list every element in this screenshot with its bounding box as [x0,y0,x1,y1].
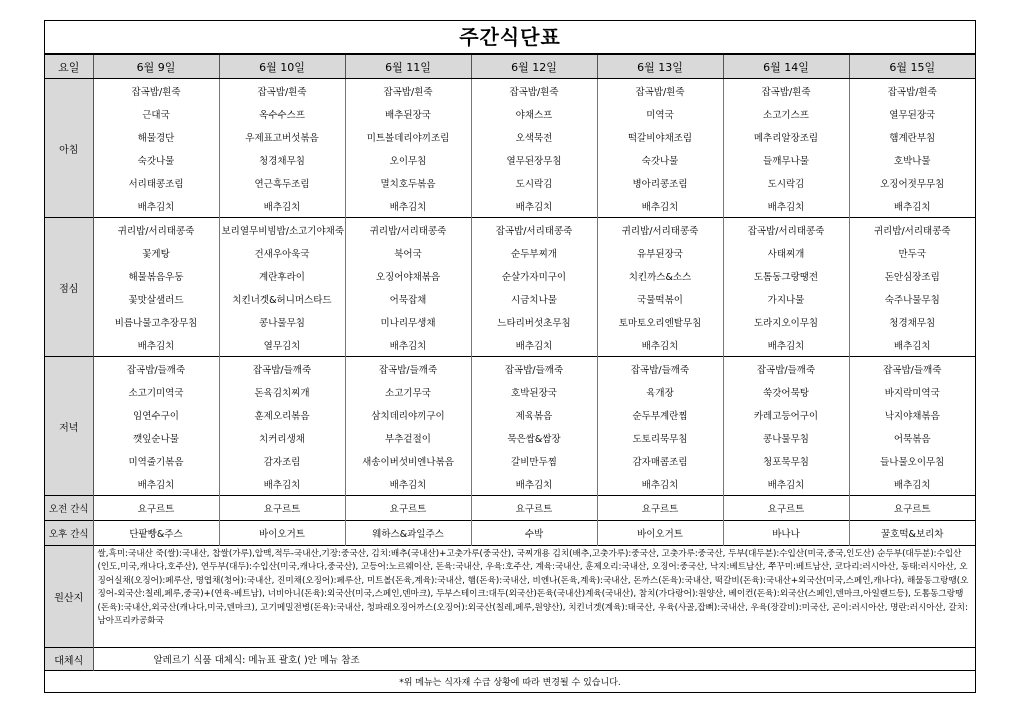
menu-item-cell: 갈비만두찜 [471,449,597,472]
menu-item-cell: 느타리버섯초무침 [471,310,597,333]
menu-item-cell: 보리열무비빔밥/소고기야채죽 [219,218,345,242]
menu-item-cell: 소고기미역국 [128,387,184,399]
date-cell: 6월 9일 [93,55,219,79]
snack-item-cell: 바이오거트 [219,521,345,546]
menu-item-cell: 콩나물무침 [219,310,345,333]
menu-item-cell: 유부된장국 [597,241,723,264]
menu-item-cell: 배추김치 [471,333,597,357]
menu-item-cell: 배추김치 [345,194,471,218]
menu-item-cell: 오이무침 [345,148,471,171]
date-cell: 6월 14일 [723,55,849,79]
dinner-menu-row [45,380,975,403]
menu-item-cell: 감자매콤조림 [597,449,723,472]
menu-item-cell: 치커리생채 [219,426,345,449]
menu-item-cell: 치킨너겟&허니머스타드 [219,287,345,310]
menu-item-cell: 순살가자미구이 [471,264,597,287]
menu-item-cell: 배추김치 [597,472,723,496]
menu-item-cell: 사태찌개 [723,241,849,264]
menu-item-cell: 미트볼데리야끼조림 [345,125,471,148]
menu-item-cell: 배추김치 [219,472,345,496]
lunch-menu-row [45,333,975,357]
menu-item-cell: 꽃맛살샐러드 [128,294,184,306]
menu-item-cell: 쑥갓어묵탕 [723,380,849,403]
menu-item-cell: 해물경단 [137,132,175,144]
snack-item-cell: 요구르트 [345,496,471,521]
menu-item-cell: 귀리밥/서리태콩죽 [93,218,219,242]
menu-item-cell: 배추김치 [849,333,975,357]
menu-item-cell: 낙지야채볶음 [849,403,975,426]
menu-item-cell: 햄계란부침 [849,125,975,148]
menu-item-cell: 어묵잡채 [345,287,471,310]
menu-item-cell: 미나리무생채 [345,310,471,333]
breakfast-menu-row [45,79,975,103]
weekly-menu-sheet [44,20,976,693]
menu-item-cell: 감자조림 [219,449,345,472]
menu-item-cell: 가지나물 [723,287,849,310]
menu-item-cell: 새송이버섯비엔나볶음 [345,449,471,472]
menu-item-cell: 숙주나물무침 [849,287,975,310]
menu-item-cell: 근대국 [142,109,170,121]
menu-item-cell: 순두부찌개 [471,241,597,264]
menu-item-cell: 잡곡밥/들깨죽 [849,357,975,381]
origin-label: 원산지 [45,546,93,648]
menu-item-cell: 야채스프 [471,102,597,125]
menu-item-cell: 병아리콩조림 [597,171,723,194]
dinner-menu-row [45,403,975,426]
menu-item-cell: 배추된장국 [345,102,471,125]
snack-item-cell: 요구르트 [93,496,219,521]
menu-item-cell: 돈안심장조림 [849,264,975,287]
menu-item-cell: 잡곡밥/서리태콩죽 [723,218,849,242]
menu-item-cell: 잡곡밥/흰죽 [723,79,849,103]
date-cell: 6월 12일 [471,55,597,79]
lunch-label: 점심 [45,218,93,357]
menu-item-cell: 배추김치 [471,472,597,496]
menu-item-cell: 국물떡볶이 [597,287,723,310]
menu-item-cell: 깻잎순나물 [133,433,179,445]
menu-item-cell: 호박된장국 [471,380,597,403]
menu-item-cell: 배추김치 [219,194,345,218]
snack-item-cell: 바이오거트 [597,521,723,546]
menu-table [45,54,975,692]
menu-item-cell: 잡곡밥/들깨죽 [219,357,345,381]
menu-item-cell: 배추김치 [597,333,723,357]
dinner-menu-row [45,426,975,449]
menu-item-cell: 배추김치 [849,194,975,218]
menu-item-cell: 청경채무침 [219,148,345,171]
menu-item-cell: 청포묵무침 [723,449,849,472]
menu-item-cell: 콩나물무침 [723,426,849,449]
menu-item-cell: 바지락미역국 [849,380,975,403]
menu-item-cell: 귀리밥/서리태콩죽 [597,218,723,242]
menu-item-cell: 배추김치 [137,340,175,352]
am-snack-row [45,496,975,521]
menu-item-cell: 잡곡밥/흰죽 [597,79,723,103]
menu-item-cell: 멸치호두볶음 [345,171,471,194]
menu-item-cell: 들깨무나물 [723,148,849,171]
menu-item-cell: 귀리밥/서리태콩죽 [849,218,975,242]
breakfast-menu-row [45,171,975,194]
snack-item-cell: 요구르트 [597,496,723,521]
menu-item-cell: 시금치나물 [471,287,597,310]
menu-item-cell: 삼치데리야끼구이 [345,403,471,426]
menu-item-cell: 잡곡밥/들깨죽 [345,357,471,381]
menu-item-cell: 잡곡밥/흰죽 [345,79,471,103]
menu-item-cell: 잡곡밥/흰죽 [219,79,345,103]
snack-item-cell: 요구르트 [849,496,975,521]
menu-item-cell: 도토리묵무침 [597,426,723,449]
menu-item-cell: 미역줄기볶음 [128,456,184,468]
snack-item-cell: 요구르트 [219,496,345,521]
breakfast-label: 아침 [45,79,93,218]
date-cell: 6월 10일 [219,55,345,79]
notice-row [45,671,975,693]
substitute-label: 대체식 [45,648,93,671]
pm-snack-row [45,521,975,546]
snack-item-cell: 단팥빵&주스 [93,521,219,546]
substitute-row [45,648,975,671]
menu-item-cell: 치킨까스&소스 [597,264,723,287]
lunch-menu-row [45,218,975,242]
menu-item-cell: 잡곡밥/들깨죽 [723,357,849,381]
substitute-text: 알레르기 식품 대체식: 메뉴표 괄호( )안 메뉴 참조 [93,648,975,671]
menu-item-cell: 귀리밥/서리태콩죽 [345,218,471,242]
menu-item-cell: 들나물오이무침 [849,449,975,472]
origin-text: 쌀,흑미:국내산 죽(쌀):국내산, 찹쌀(가루),압맥,적두-국내산,기장:중국산, 김치:배추(국내산)+고춧가루(중국산), 국찌개용 김치(배추,고춧가루):중국산, 고춧가루:중국산, 두부(대두분):수입산(미국,중국,인도산) 순두부(대두분):수입산(인도,미국,캐나다,호주산), 연두부(대두):수입산(미국,캐나다,중국산), 고등어:노르웨이산, 돈육:국내산, 우육:호주산, 계육:국내산, 훈제오리:국내산, 오징어:중국산, 낙지:베트남산, 쭈꾸미:베트남산, 코다리:러시아산, 동태:러시아산, 오징어실채(오징어):페루산, 명엽채(청어):국내산, 진미채(오징어):페루산, 미트볼(돈육,계육):국내산, 햄(돈육):국내산, 비엔나(돈육,계육):국내산, 돈까스(돈육):국내산, 떡갈비(돈육):국내산+외국산(미국,스페인,캐나다), 해물동그랑땡(오징어-외국산:칠레,페루,중국)+(연육-베트남), 너비아니(돈육):외국산(미국,스페인,덴마크), 두부스테이크:대두(외국산)돈육(국내산)계육(국내산), 참치(가다랑어):원양산, 베이컨(돈육):외국산(스페인,덴마크,아일랜드등), 도톰동그랑땡(돈육):국내산,외국산(캐나다,미국,덴마크), 고기메밀전병(돈육):국내산, 청파래오징어까스(오징어):외국산(칠레,페루,원양산), 치킨너겟(계육):태국산, 우육(사골,잡뼈):국내산, 우육(장갈비):미국산, 곤이:러시아산, 명란:러시아산, 갈치:남아프리카공화국 [93,546,975,648]
menu-item-cell: 배추김치 [345,333,471,357]
menu-item-cell: 잡곡밥/들깨죽 [93,357,219,381]
dinner-label: 저녁 [45,357,93,496]
snack-item-cell: 웨하스&과일주스 [345,521,471,546]
lunch-menu-row [45,241,975,264]
day-header-cell: 요일 [45,55,93,79]
menu-item-cell: 메추리알장조림 [723,125,849,148]
dinner-menu-row [45,357,975,381]
menu-item-cell: 잡곡밥/흰죽 [849,79,975,103]
menu-item-cell: 잡곡밥/흰죽 [93,79,219,103]
menu-item-cell: 도시락김 [471,171,597,194]
menu-item-cell: 배추김치 [723,472,849,496]
menu-item-cell: 돈육김치찌개 [219,380,345,403]
menu-item-cell: 북어국 [345,241,471,264]
menu-item-cell: 계란후라이 [219,264,345,287]
menu-item-cell: 토마토오리엔탈무침 [597,310,723,333]
menu-item-cell: 배추김치 [723,194,849,218]
menu-item-cell: 소고기스프 [723,102,849,125]
dinner-menu-row [45,449,975,472]
menu-item-cell: 오징어젓무무침 [849,171,975,194]
lunch-menu-row [45,264,975,287]
menu-item-cell: 배추김치 [723,333,849,357]
menu-item-cell: 육개장 [597,380,723,403]
menu-item-cell: 열무김치 [219,333,345,357]
menu-item-cell: 어묵볶음 [849,426,975,449]
menu-item-cell: 해물볶음우동 [128,271,184,283]
am-snack-label: 오전 간식 [45,496,93,521]
menu-item-cell: 옥수수스프 [219,102,345,125]
lunch-menu-row [45,287,975,310]
menu-item-cell: 오색묵전 [471,125,597,148]
date-header-row [45,55,975,79]
snack-item-cell: 요구르트 [471,496,597,521]
menu-item-cell: 훈제오리볶음 [219,403,345,426]
menu-item-cell: 숙갓나물 [137,155,175,167]
menu-item-cell: 호박나물 [849,148,975,171]
menu-item-cell: 꽃게탕 [142,248,170,260]
snack-item-cell: 요구르트 [723,496,849,521]
menu-item-cell: 서리태콩조림 [128,178,184,190]
menu-item-cell: 비름나물고추장무침 [114,317,198,329]
menu-item-cell: 순두부계란찜 [597,403,723,426]
menu-item-cell: 잡곡밥/흰죽 [471,79,597,103]
menu-item-cell: 도라지오이무침 [723,310,849,333]
date-cell: 6월 11일 [345,55,471,79]
menu-item-cell: 묵은쌈&쌈장 [471,426,597,449]
menu-item-cell: 부추겉절이 [345,426,471,449]
snack-item-cell: 꿀호떡&보리차 [849,521,975,546]
date-cell: 6월 15일 [849,55,975,79]
menu-item-cell: 잡곡밥/들깨죽 [471,357,597,381]
menu-item-cell: 건새우아욱국 [219,241,345,264]
dinner-menu-row [45,472,975,496]
menu-item-cell: 오징어야채볶음 [345,264,471,287]
date-cell: 6월 13일 [597,55,723,79]
menu-item-cell: 배추김치 [345,472,471,496]
menu-item-cell: 소고기무국 [345,380,471,403]
pm-snack-label: 오후 간식 [45,521,93,546]
menu-item-cell: 숙갓나물 [597,148,723,171]
lunch-menu-row [45,310,975,333]
notice-text: *위 메뉴는 식자재 수급 상황에 따라 변경될 수 있습니다. [45,671,975,693]
breakfast-menu-row [45,148,975,171]
origin-row [45,546,975,648]
menu-item-cell: 연근흑두조림 [219,171,345,194]
snack-item-cell: 수박 [471,521,597,546]
menu-item-cell: 배추김치 [597,194,723,218]
menu-item-cell: 잡곡밥/들깨죽 [597,357,723,381]
menu-item-cell: 미역국 [597,102,723,125]
menu-item-cell: 제육볶음 [471,403,597,426]
menu-item-cell: 배추김치 [471,194,597,218]
menu-item-cell: 임연수구이 [133,410,179,422]
breakfast-menu-row [45,125,975,148]
menu-item-cell: 카레고등어구이 [723,403,849,426]
menu-item-cell: 배추김치 [849,472,975,496]
menu-item-cell: 배추김치 [137,479,175,491]
menu-item-cell: 청경채무침 [849,310,975,333]
page-title: 주간식단표 [45,21,975,54]
menu-item-cell: 도시락김 [723,171,849,194]
menu-item-cell: 떡갈비야채조림 [597,125,723,148]
menu-item-cell: 배추김치 [137,201,175,213]
menu-item-cell: 우제표고버섯볶음 [219,125,345,148]
menu-item-cell: 열무된장무침 [471,148,597,171]
breakfast-menu-row [45,102,975,125]
menu-item-cell: 열무된장국 [849,102,975,125]
menu-item-cell: 만두국 [849,241,975,264]
menu-item-cell: 도톰동그랑땡전 [723,264,849,287]
menu-item-cell: 잡곡밥/서리태콩죽 [471,218,597,242]
snack-item-cell: 바나나 [723,521,849,546]
breakfast-menu-row [45,194,975,218]
